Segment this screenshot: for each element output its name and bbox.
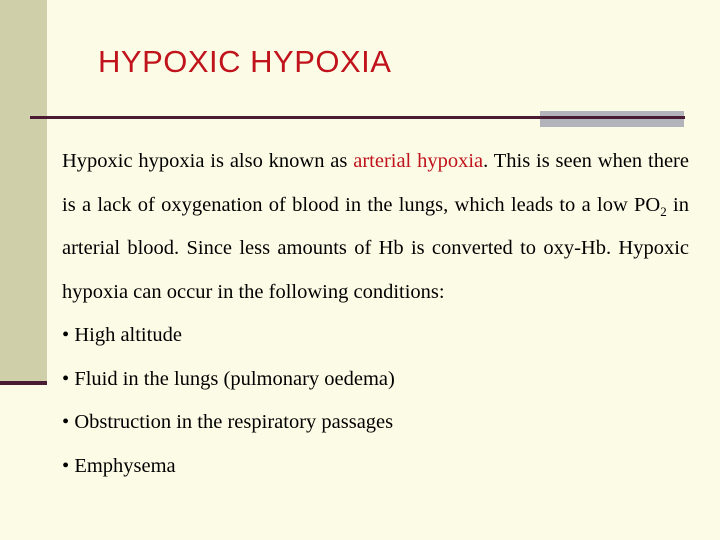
condition-label: Obstruction in the respiratory passages [74, 411, 394, 433]
list-item [62, 314, 689, 358]
title-rule [30, 116, 685, 119]
bullet-icon: • [62, 454, 70, 477]
slide-body [62, 140, 689, 488]
conditions-list [62, 314, 689, 488]
po2-subscript: 2 [660, 203, 667, 219]
bullet-icon: • [62, 367, 70, 390]
list-item [62, 445, 689, 489]
highlighted-term: arterial hypoxia [353, 150, 484, 172]
bullet-icon: • [62, 411, 70, 433]
condition-label: Fluid in the lungs (pulmonary oedema) [74, 367, 395, 390]
title-rule-accent-bottom [540, 119, 684, 127]
slide-title: HYPOXIC HYPOXIA [98, 44, 392, 79]
condition-label: High altitude [74, 324, 182, 346]
condition-label: Emphysema [74, 454, 176, 477]
paragraph-text-middle: . This is seen when there is a lack of oxygenation of blood in the lungs, which leads to a low PO [62, 150, 689, 216]
side-bar-tick [0, 381, 47, 385]
list-item [62, 401, 689, 445]
side-bar-decoration [0, 0, 47, 383]
paragraph-text-start: Hypoxic hypoxia is also known as [62, 150, 354, 172]
bullet-icon: • [62, 324, 70, 346]
list-item [62, 358, 689, 402]
intro-paragraph [62, 140, 689, 314]
paragraph-text-end: in arterial blood. Since less amounts of Hb is converted to oxy-Hb. Hypoxic hypoxia can occur in the following conditions: [62, 193, 689, 303]
